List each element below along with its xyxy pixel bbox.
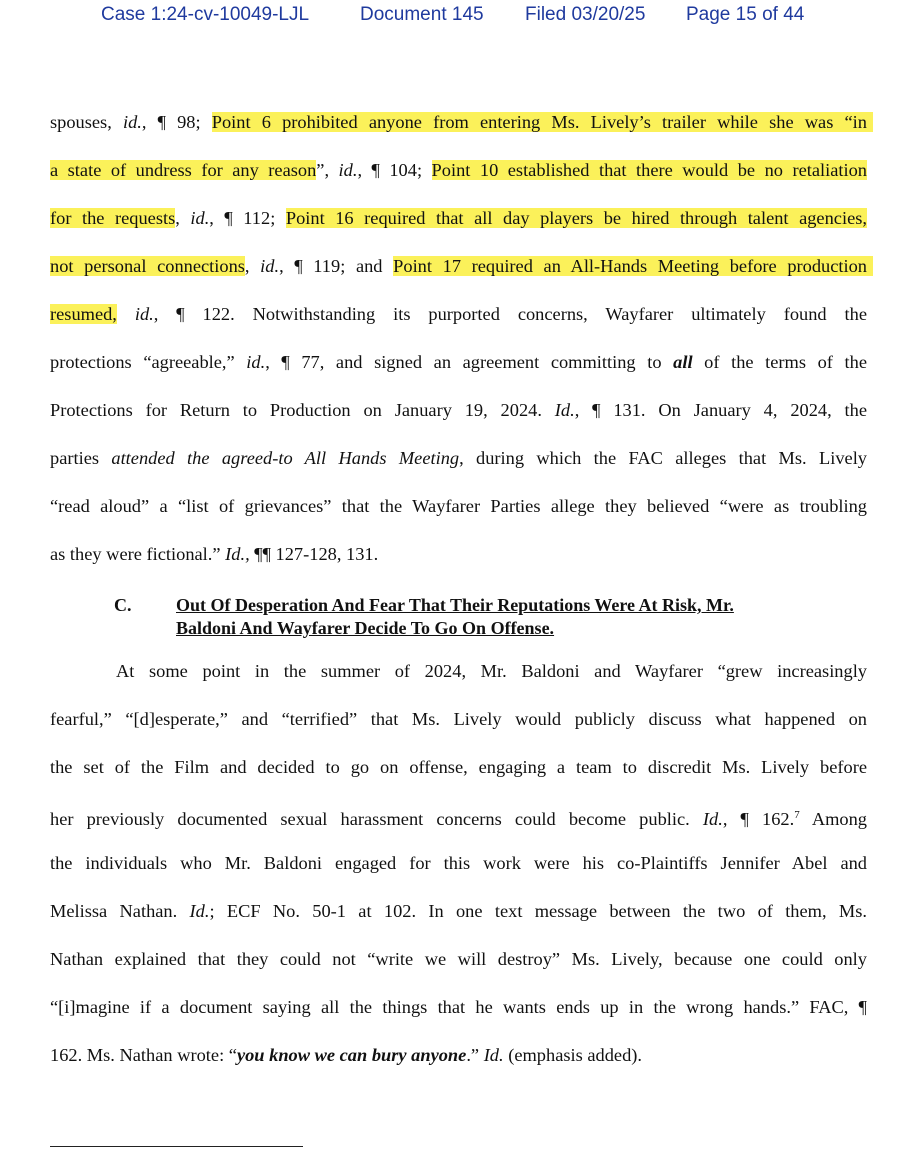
highlighted-text: a state of undress for any reason — [50, 160, 317, 180]
text-line: the individuals who Mr. Baldoni engaged for this work were his co-Plaintiffs Jennifer Abel and — [50, 853, 867, 873]
footnote-separator — [50, 1146, 303, 1147]
text-line: Protections for Return to Production on January 19, 2024. Id., ¶ 131. On January 4, 2024, the — [50, 400, 868, 420]
text-line: the set of the Film and decided to go on offense, engaging a team to discredit Ms. Lively before — [50, 757, 867, 777]
highlighted-text: for the requests — [50, 208, 176, 228]
text-line: “[i]magine if a document saying all the things that he wants ends up in the wrong hands.” FAC, ¶ — [50, 997, 867, 1017]
highlighted-text: Point 10 established that there would be no retaliation — [431, 160, 867, 180]
section-letter: C. — [114, 595, 132, 615]
highlighted-text: Point 16 required that all day players be hired through talent agencies, — [285, 208, 867, 228]
ecf-header — [0, 4, 905, 30]
text-line: Nathan explained that they could not “write we will destroy” Ms. Lively, because one could only — [50, 949, 867, 969]
section-title: Out Of Desperation And Fear That Their Reputations Were At Risk, Mr. — [176, 595, 734, 615]
text-line: a state of undress for any reason”, id., ¶ 104; Point 10 established that there would be no retaliation — [50, 160, 867, 180]
highlighted-text: resumed, — [50, 304, 117, 324]
text-line: protections “agreeable,” id., ¶ 77, and signed an agreement committing to all of the terms of the — [50, 352, 868, 372]
highlighted-text: not personal connections — [50, 256, 245, 276]
text-line: her previously documented sexual harassment concerns could become public. Id., ¶ 162.$^7$ Among — [50, 809, 867, 830]
text-line: parties attended the agreed-to All Hands Meeting, during which the FAC alleges that Ms. Lively — [50, 448, 868, 468]
highlighted-text: Point 6 prohibited anyone from entering Ms. Lively’s trailer while she was “in — [212, 112, 873, 132]
case-number: Case 1:24-cv-10049-LJL — [101, 4, 310, 25]
text-line: as they were fictional.” Id., ¶¶ 127-128, 131. — [50, 544, 379, 564]
filed-date: Filed 03/20/25 — [525, 4, 646, 25]
section-title-cont: Baldoni And Wayfarer Decide To Go On Offense. — [176, 618, 555, 638]
highlighted-text: Point 17 required an All-Hands Meeting before production — [393, 256, 873, 276]
text-line: 162. Ms. Nathan wrote: “you know we can bury anyone.” Id. (emphasis added). — [50, 1045, 643, 1065]
text-line: “read aloud” a “list of grievances” that the Wayfarer Parties allege they believed “were as troubling — [50, 496, 867, 516]
text-line: fearful,” “[d]esperate,” and “terrified” that Ms. Lively would publicly discuss what happened on — [50, 709, 867, 729]
text-line: resumed, id., ¶ 122. Notwithstanding its purported concerns, Wayfarer ultimately found the — [50, 304, 867, 324]
text-line: spouses, id., ¶ 98; Point 6 prohibited anyone from entering Ms. Lively’s trailer while she was “in — [50, 110, 867, 134]
page-number: Page 15 of 44 — [686, 4, 805, 25]
text-line: not personal connections, id., ¶ 119; and Point 17 required an All-Hands Meeting before production — [50, 254, 867, 278]
text-line: At some point in the summer of 2024, Mr. Baldoni and Wayfarer “grew increasingly — [116, 661, 867, 681]
footnote-ref[interactable]: 7 — [794, 809, 800, 821]
text-line: for the requests, id., ¶ 112; Point 16 required that all day players be hired through talent agencies, — [50, 208, 867, 228]
document-number: Document 145 — [360, 4, 484, 25]
text-line: Melissa Nathan. Id.; ECF No. 50-1 at 102. In one text message between the two of them, Ms. — [50, 901, 867, 921]
